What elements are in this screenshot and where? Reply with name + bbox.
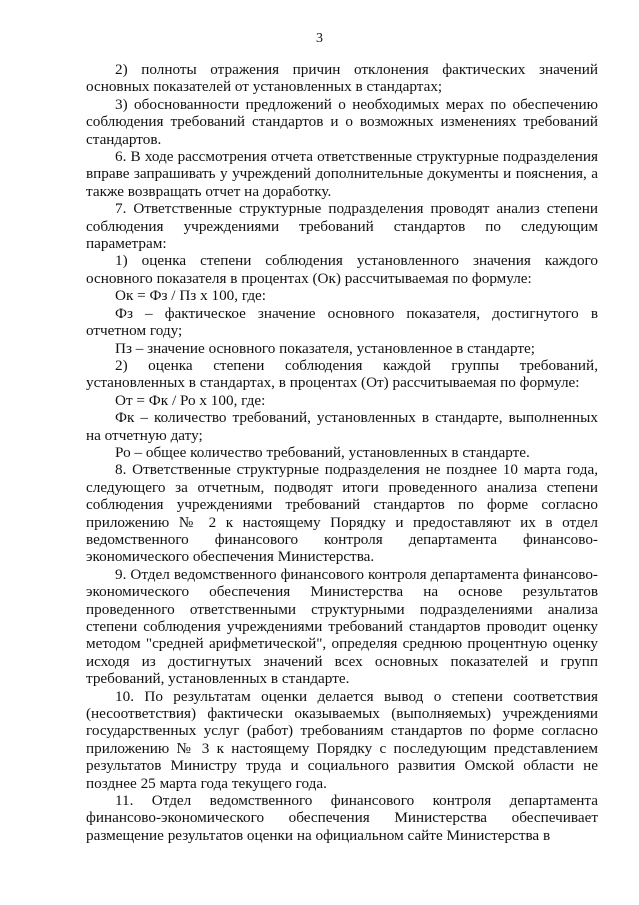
paragraph-clause-11: 11. Отдел ведомственного финансового контроля департамента финансово-экономического обеспечения Министерства обеспечивает размещение результатов оценки на официальном сайте Министерства в <box>86 792 598 844</box>
definition-fk: Фк – количество требований, установленных в стандарте, выполненных на отчетную дату; <box>86 409 598 444</box>
document-body <box>86 61 598 844</box>
definition-fz: Фз – фактическое значение основного показателя, достигнутого в отчетном году; <box>86 304 598 340</box>
page-number: 3 <box>316 31 323 46</box>
formula-ok: Ок = Фз / Пз х 100, где: <box>115 287 267 305</box>
paragraph-item-2-completeness: 2) полноты отражения причин отклонения фактических значений основных показателей от установленных в стандартах; <box>86 61 598 96</box>
paragraph-item-3-justification: 3) обоснованности предложений о необходимых мерах по обеспечению соблюдения требований стандартов и о возможных изменениях требований стандартов. <box>86 95 598 148</box>
paragraph-ok-assessment: 1) оценка степени соблюдения установленного значения каждого основного показателя в процентах (Ок) рассчитываемая по формуле: <box>86 252 598 287</box>
paragraph-clause-10: 10. По результатам оценки делается вывод о степени соответствия (несоответствия) фактически оказываемых (выполняемых) учреждениями государственных услуг (работ) требованиям стандартов по форме согласно приложению № 3 к настоящему Порядку с последующим представлением результатов Министру труда и социального развития Омской области не позднее 25 марта года текущего года. <box>86 687 598 792</box>
paragraph-clause-7: 7. Ответственные структурные подразделения проводят анализ степени соблюдения учреждениями требований стандартов по следующим параметрам: <box>86 200 598 253</box>
definition-pz: Пз – значение основного показателя, установленное в стандарте; <box>115 339 535 357</box>
definition-ro: Ро – общее количество требований, установленных в стандарте. <box>115 443 530 461</box>
formula-ot: От = Фк / Ро х 100, где: <box>115 391 266 409</box>
paragraph-clause-8: 8. Ответственные структурные подразделения не позднее 10 марта года, следующего за отчетным, подводят итоги проведенного анализа степени соблюдения учреждениями требований стандартов по форме согласно приложению № 2 к настоящему Порядку и предоставляют их в отдел ведомственного финансового контроля департамента финансово-экономического обеспечения Министерства. <box>86 461 598 566</box>
paragraph-ot-assessment: 2) оценка степени соблюдения каждой группы требований, установленных в стандартах, в процентах (От) рассчитываемая по формуле: <box>86 356 598 392</box>
paragraph-clause-9: 9. Отдел ведомственного финансового контроля департамента финансово-экономического обеспечения Министерства на основе результатов проведенного ответственными структурными подразделениями анализа степени соблюдения учреждениями требований стандартов проводит оценку методом "средней арифметической", определяя среднюю процентную оценку исходя из достигнутых значений всех основных показателей и групп требований, установленных в стандарте. <box>86 565 598 688</box>
paragraph-clause-6: 6. В ходе рассмотрения отчета ответственные структурные подразделения вправе запрашивать у учреждений дополнительные документы и пояснения, а также возвращать отчет на доработку. <box>86 148 598 200</box>
